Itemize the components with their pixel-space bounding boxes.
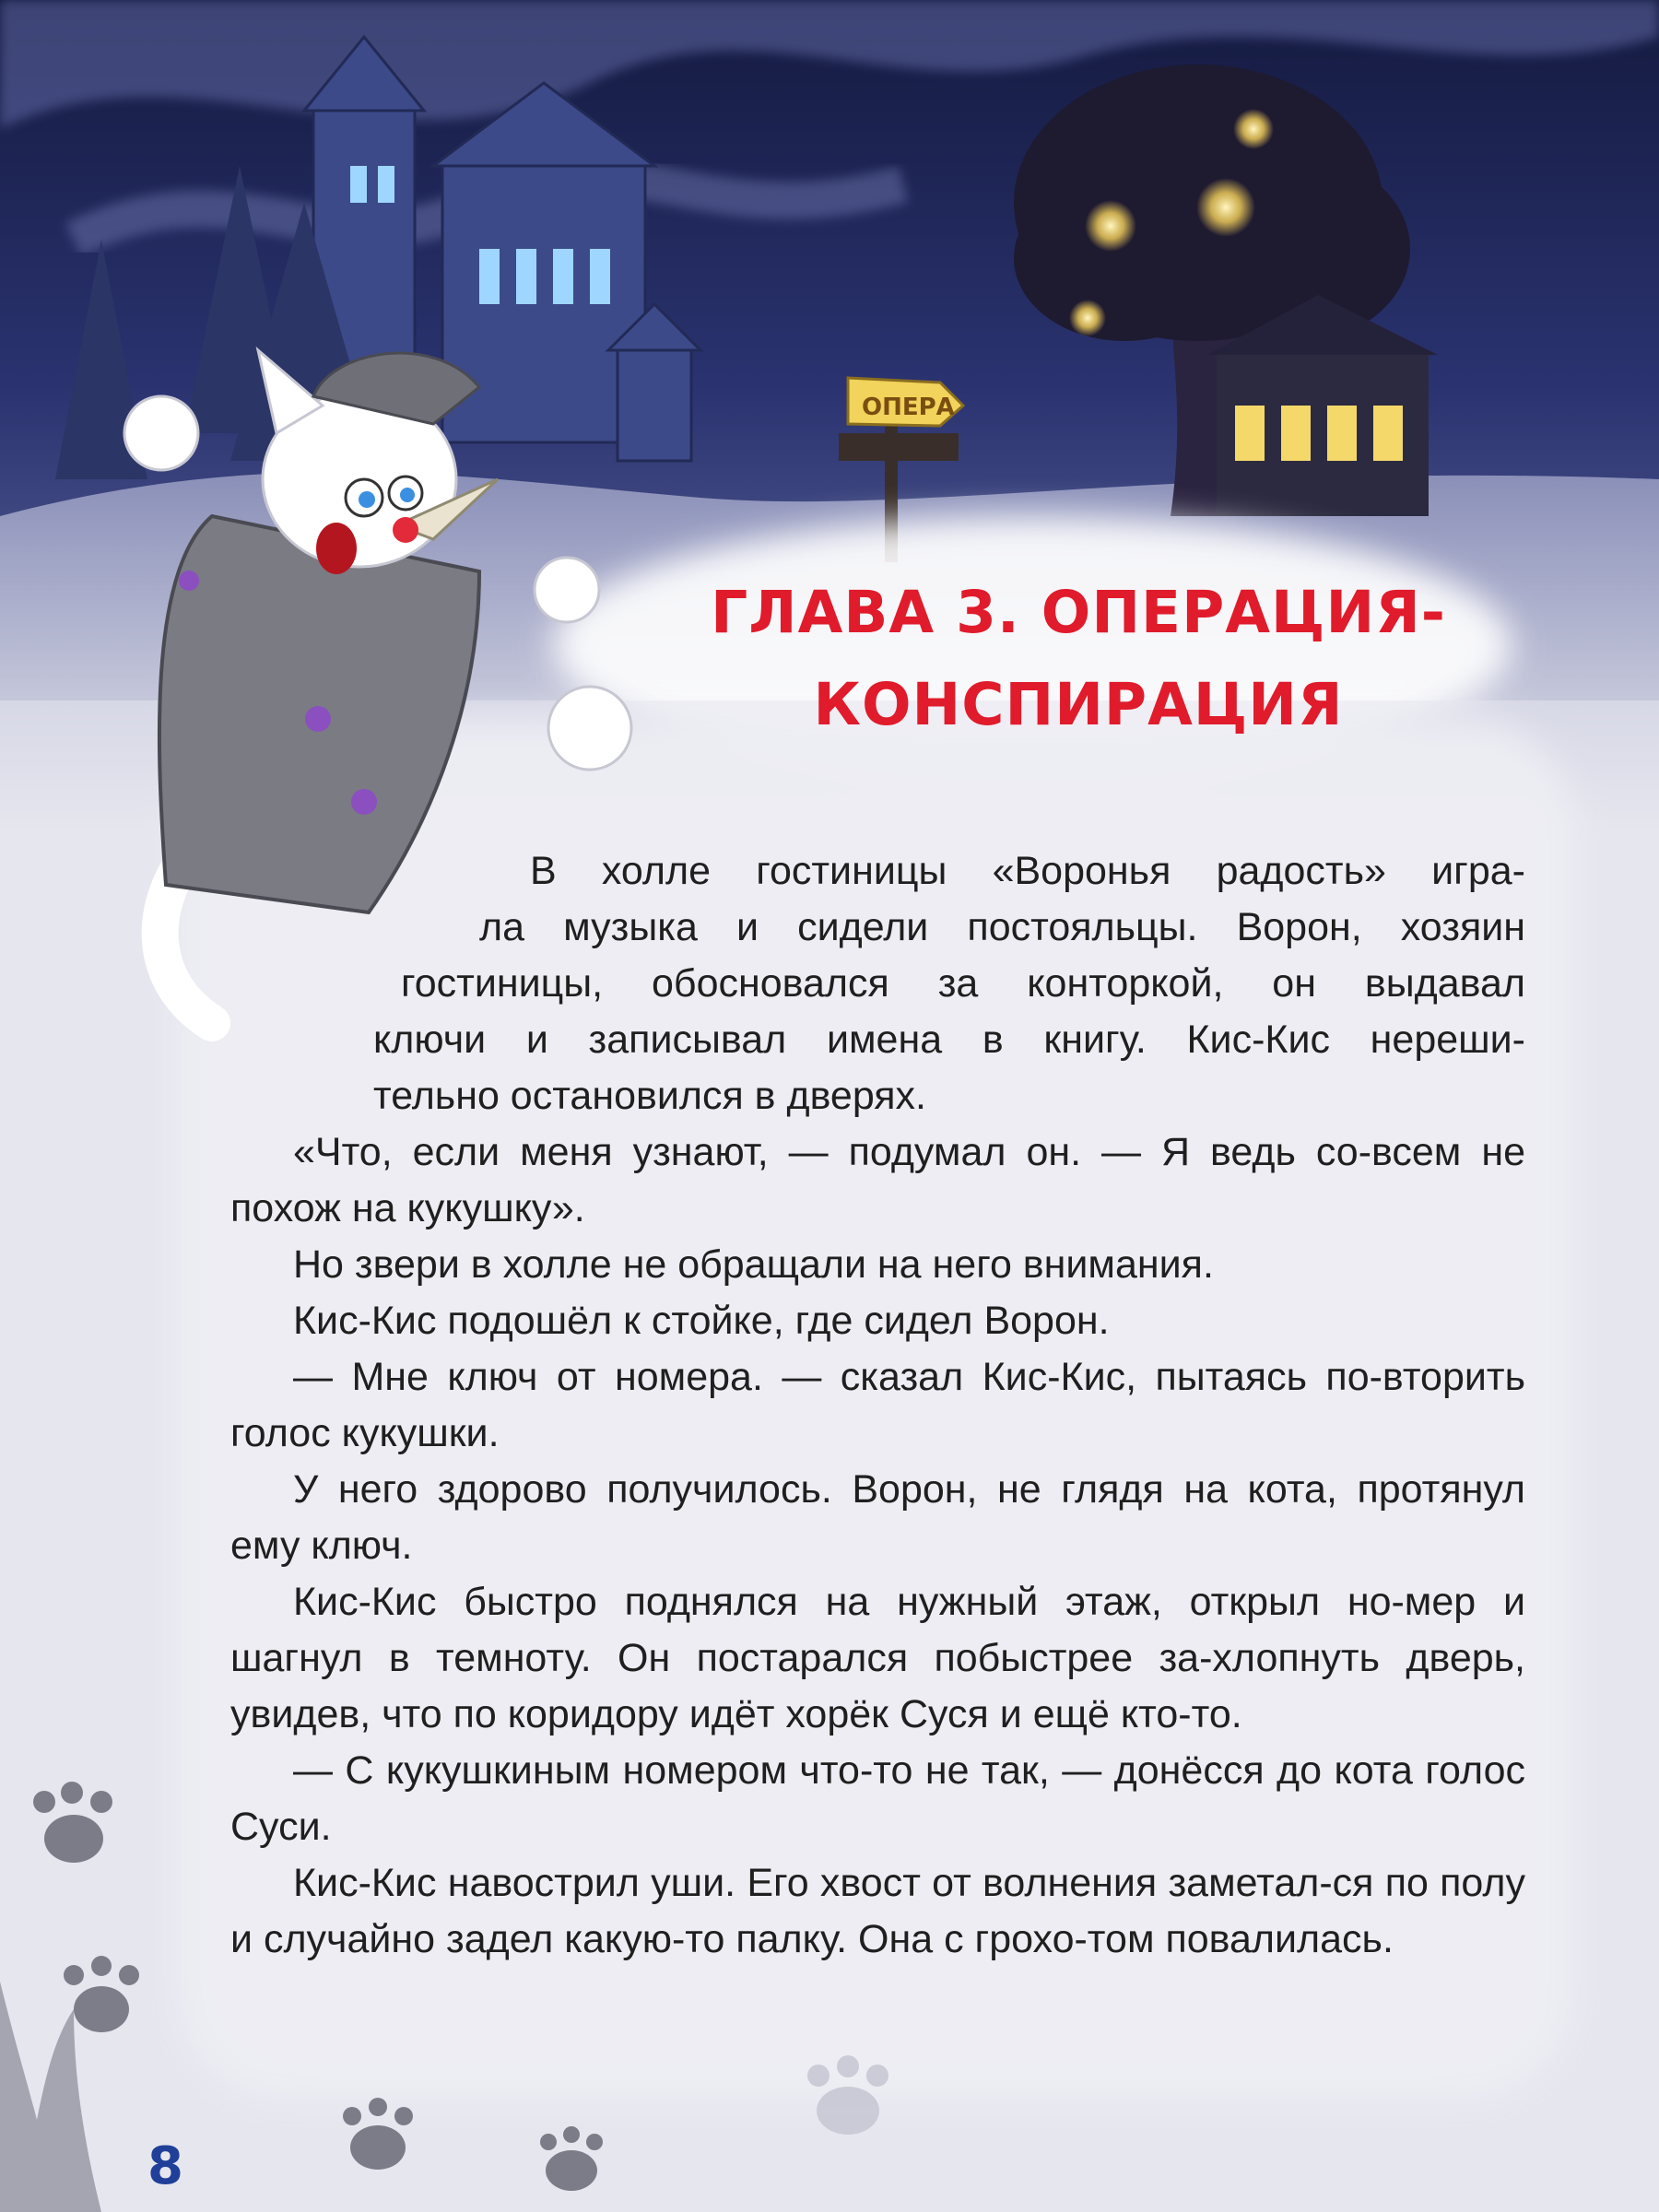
chapter-title-line-2: КОНСПИРАЦИЯ bbox=[813, 671, 1344, 738]
paragraph-4: Кис-Кис подошёл к стойке, где сидел Ворон. bbox=[293, 1299, 1110, 1343]
paragraph-1-line-3: гостиницы, обосновался за конторкой, он выдавал bbox=[401, 961, 1525, 1006]
chapter-title bbox=[664, 567, 1493, 751]
paragraph-1-line-4: ключи и записывал имена в книгу. Кис-Кис нереши- bbox=[373, 1018, 1525, 1062]
paragraph-1-line-1: В холле гостиницы «Воронья радость» игра- bbox=[530, 849, 1525, 893]
paragraph-2: «Что, если меня узнают, — подумал он. — Я ведь со-всем не похож на кукушку». bbox=[230, 1130, 1525, 1230]
sign-opera-text: ОПЕРА bbox=[862, 394, 955, 421]
paragraph-3: Но звери в холле не обращали на него внимания. bbox=[293, 1242, 1214, 1287]
story-text bbox=[230, 843, 1525, 1968]
paragraph-1-line-2: ла музыка и сидели постояльцы. Ворон, хозяин bbox=[479, 905, 1525, 949]
paragraph-7: Кис-Кис быстро поднялся на нужный этаж, открыл но-мер и шагнул в темноту. Он постарался побыстрее за-хлопнуть дверь, увидев, что по коридору идёт хорёк Суся и ещё кто-то. bbox=[230, 1580, 1525, 1736]
paragraph-1 bbox=[230, 843, 1525, 1124]
paragraph-6: У него здорово получилось. Ворон, не глядя на кота, протянул ему ключ. bbox=[230, 1467, 1525, 1568]
paragraph-8: — С кукушкиным номером что-то не так, — донёсся до кота голос Суси. bbox=[230, 1748, 1525, 1849]
page-number: 8 bbox=[147, 2136, 183, 2196]
paragraph-1-line-5: тельно остановился в дверях. bbox=[373, 1074, 927, 1118]
paragraph-9: Кис-Кис навострил уши. Его хвост от волнения заметал-ся по полу и случайно задел какую-то палку. Она с грохо-том повалилась. bbox=[230, 1861, 1525, 1961]
paragraph-5: — Мне ключ от номера. — сказал Кис-Кис, пытаясь по-вторить голос кукушки. bbox=[230, 1355, 1525, 1455]
chapter-title-line-1: ГЛАВА 3. ОПЕРАЦИЯ- bbox=[711, 579, 1446, 646]
